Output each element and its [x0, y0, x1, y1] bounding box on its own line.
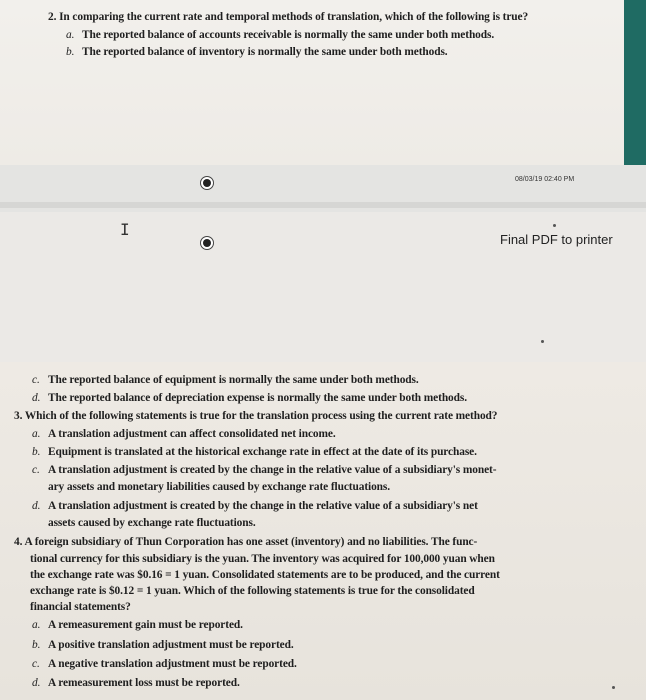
- option-letter: c.: [32, 374, 40, 386]
- option-letter: a.: [32, 619, 41, 631]
- option-letter: c.: [32, 658, 40, 670]
- option-text: The reported balance of equipment is normally the same under both methods.: [48, 374, 419, 386]
- question-3-text: Which of the following statements is true for the translation process using the current rate method?: [24, 410, 498, 422]
- question-2-option-c: [32, 373, 419, 387]
- question-3-stem: [14, 409, 497, 423]
- option-text: A negative translation adjustment must be reported.: [48, 658, 297, 670]
- option-letter: b.: [32, 639, 41, 651]
- registration-mark-icon: [200, 236, 214, 250]
- option-letter: b.: [66, 46, 75, 58]
- question-4-option-b: [32, 638, 294, 652]
- option-text: A translation adjustment is created by the change in the relative value of a subsidiary's net: [48, 500, 478, 512]
- page-top-section: [0, 0, 646, 165]
- question-3-option-c: [32, 463, 496, 477]
- option-text: A translation adjustment is created by the change in the relative value of a subsidiary's monet-: [48, 464, 497, 476]
- text-cursor-icon: I: [120, 220, 130, 239]
- question-3-option-d-continued: assets caused by exchange rate fluctuations.: [48, 517, 256, 529]
- speck-mark: [612, 686, 615, 689]
- option-letter: a.: [32, 428, 41, 440]
- option-letter: a.: [66, 29, 75, 41]
- question-4-stem: [14, 535, 477, 549]
- option-text: A translation adjustment can affect consolidated net income.: [48, 428, 336, 440]
- registration-mark-icon: [200, 176, 214, 190]
- question-2-option-d: [32, 391, 467, 405]
- option-text: The reported balance of inventory is normally the same under both methods.: [82, 46, 448, 58]
- option-letter: c.: [32, 464, 40, 476]
- question-4-stem-line: tional currency for this subsidiary is the yuan. The inventory was acquired for 100,000 yuan when: [30, 553, 495, 565]
- option-text: A remeasurement loss must be reported.: [48, 677, 240, 689]
- question-4-stem-line: the exchange rate was $0.16 = 1 yuan. Consolidated statements are to be produced, and the current: [30, 569, 500, 581]
- question-4-option-c: [32, 657, 297, 671]
- question-3-number: 3.: [14, 410, 23, 422]
- option-text: The reported balance of accounts receivable is normally the same under both methods.: [82, 29, 495, 41]
- question-4-number: 4.: [14, 536, 23, 548]
- question-4-stem-line: exchange rate is $0.12 = 1 yuan. Which of the following statements is true for the consolidated: [30, 585, 475, 597]
- option-letter: d.: [32, 500, 41, 512]
- option-letter: d.: [32, 677, 41, 689]
- teal-background-edge: [624, 0, 646, 165]
- option-text: Equipment is translated at the historical exchange rate in effect at the date of its purchase.: [48, 446, 477, 458]
- question-2-option-a: [66, 28, 494, 42]
- option-text: The reported balance of depreciation expense is normally the same under both methods.: [48, 392, 467, 404]
- question-4-option-d: [32, 676, 240, 690]
- print-timestamp: 08/03/19 02:40 PM: [515, 176, 575, 183]
- question-4-stem-line: financial statements?: [30, 601, 131, 613]
- question-2-text: In comparing the current rate and temporal methods of translation, which of the following is true?: [59, 11, 529, 23]
- question-3-option-a: [32, 427, 336, 441]
- speck-mark: [553, 224, 556, 227]
- option-letter: d.: [32, 392, 41, 404]
- question-4-text: A foreign subsidiary of Thun Corporation has one asset (inventory) and no liabilities. The func-: [24, 536, 478, 548]
- option-text: A remeasurement gain must be reported.: [48, 619, 243, 631]
- question-2-option-b: [66, 45, 448, 59]
- page-divider: [0, 202, 646, 208]
- option-text: A positive translation adjustment must be reported.: [48, 639, 294, 651]
- final-pdf-label: Final PDF to printer: [500, 232, 613, 247]
- option-letter: b.: [32, 446, 41, 458]
- question-3-option-c-continued: ary assets and monetary liabilities caused by exchange rate fluctuations.: [48, 481, 391, 493]
- question-3-option-b: [32, 445, 477, 459]
- question-2-number: 2.: [48, 11, 57, 23]
- question-4-option-a: [32, 618, 243, 632]
- speck-mark: [541, 340, 544, 343]
- question-3-option-d: [32, 499, 478, 513]
- question-2-stem: [48, 10, 528, 24]
